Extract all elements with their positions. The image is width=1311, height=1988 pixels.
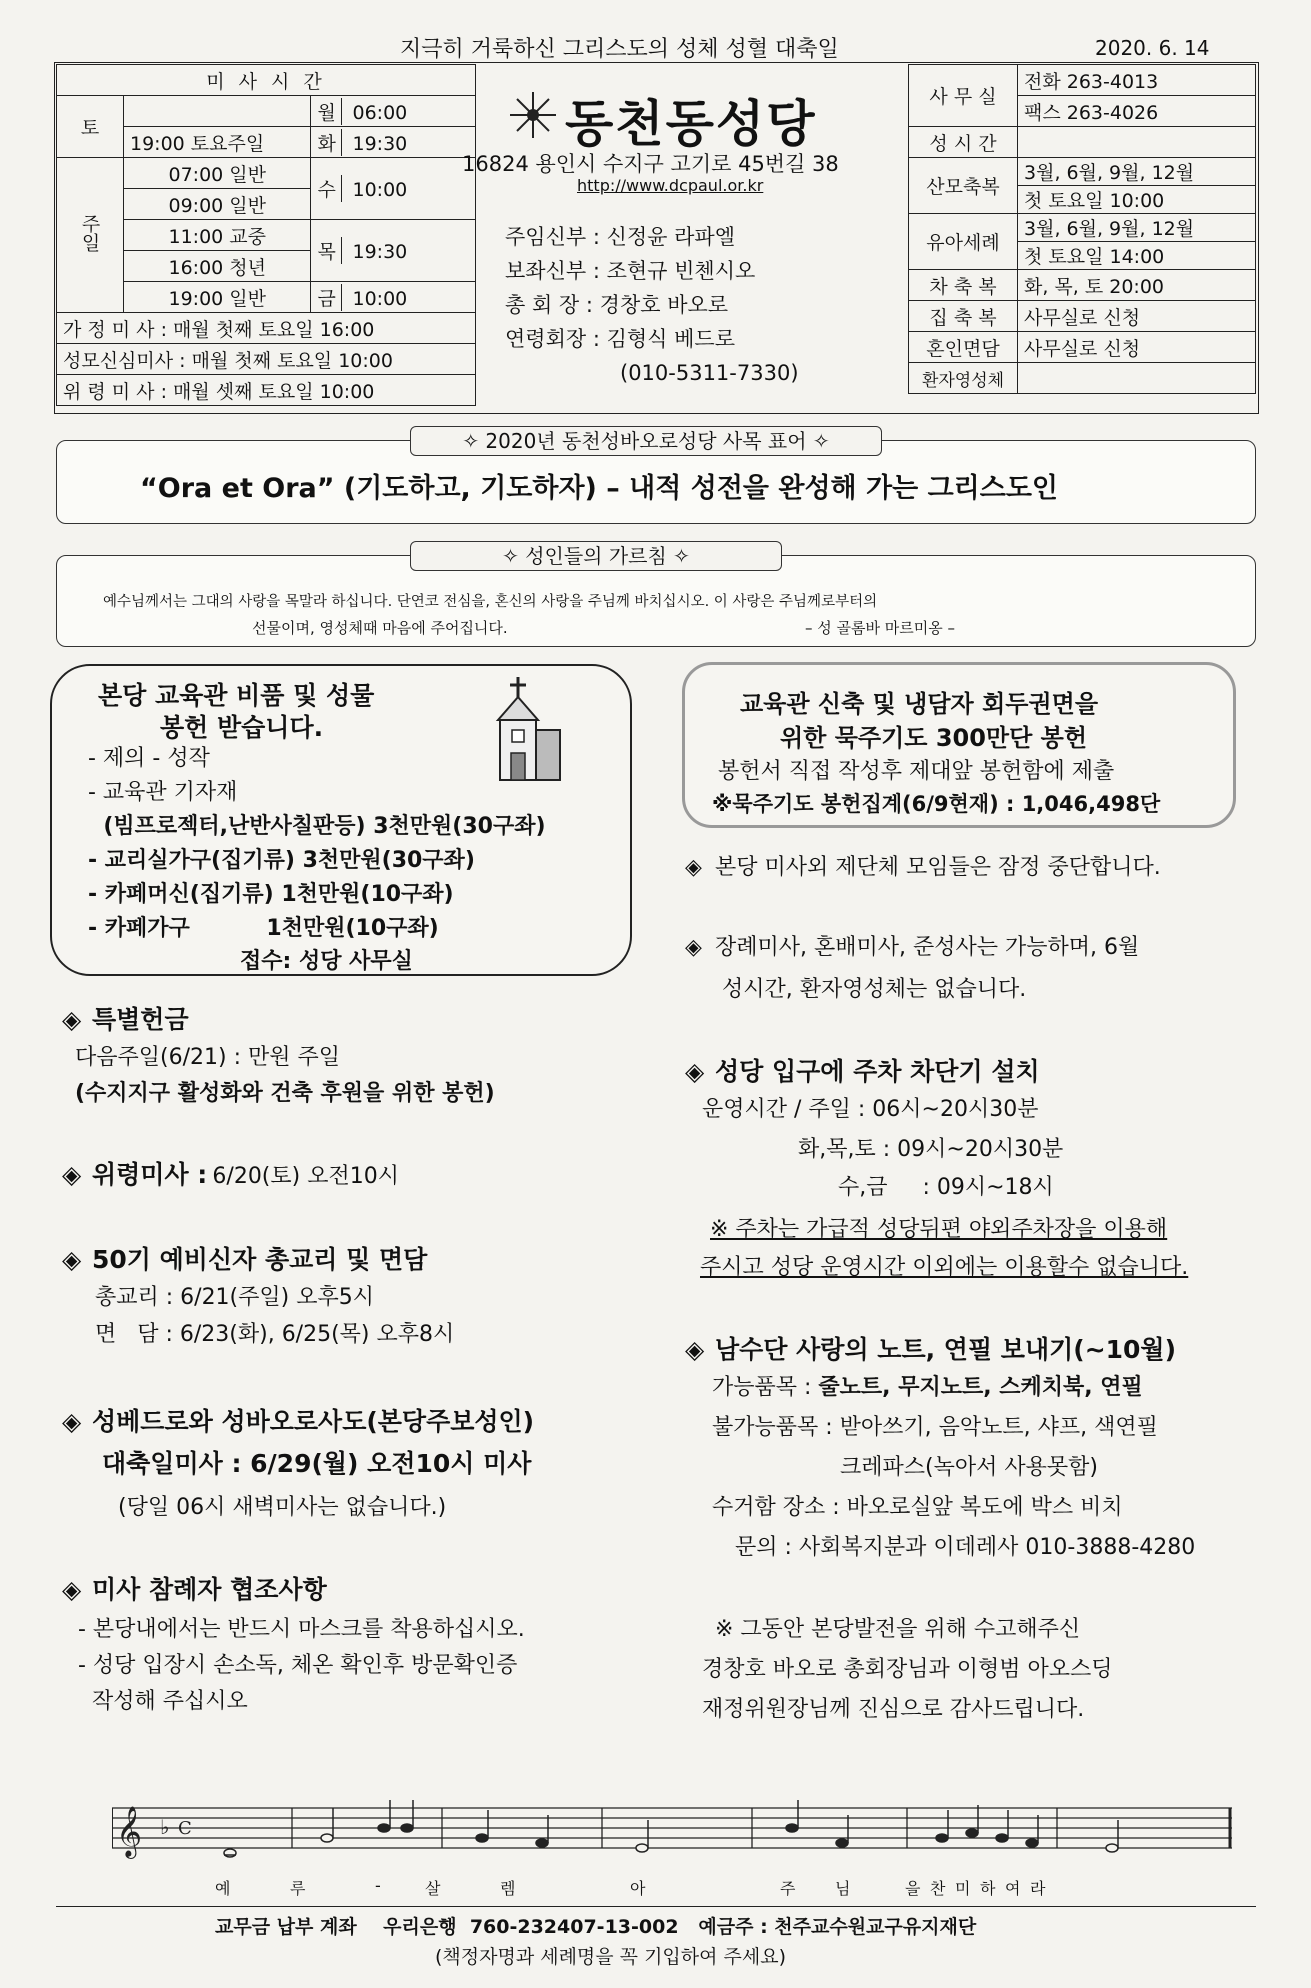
catechumen-line: 면 담 : 6/23(화), 6/25(목) 오후8시 bbox=[95, 1322, 455, 1347]
svg-text:C: C bbox=[178, 1818, 192, 1839]
mass-left: 07:00 일반 bbox=[124, 158, 311, 189]
saints-line1: 예수님께서는 그대의 사랑을 목말라 하십니다. 단연코 전심을, 혼신의 사랑을 주님께 바치십시오. 이 사랑은 주님께로부터의 bbox=[103, 594, 878, 610]
lyric-syllable: 미 bbox=[955, 1879, 972, 1898]
weekday-time: 10:00 bbox=[352, 179, 408, 201]
catechumen-title: ◈ 50기 예비신자 총교리 및 면담 bbox=[62, 1245, 428, 1274]
donation-item: (빔프로젝터,난반사칠판등) 3천만원(30구좌) bbox=[88, 814, 546, 839]
feast-title: 지극히 거룩하신 그리스도의 성체 성혈 대축일 bbox=[400, 37, 839, 62]
donation-item: - 제의 - 성작 bbox=[88, 746, 210, 771]
catechumen-line: 총교리 : 6/21(주일) 오후5시 bbox=[95, 1285, 374, 1310]
mass-left: 11:00 교중 bbox=[124, 220, 311, 251]
attendee-guidance-line: 작성해 주십시오 bbox=[78, 1689, 248, 1714]
mass-left: 19:00 일반 bbox=[124, 282, 311, 313]
lyric-syllable: 여 bbox=[1005, 1879, 1022, 1898]
lyric-syllable: 라 bbox=[1030, 1879, 1047, 1898]
donation-items bbox=[88, 742, 546, 946]
diamond-icon: ◈ bbox=[685, 935, 702, 960]
weekday-mass bbox=[311, 220, 476, 282]
suspend-notice: ◈ 본당 미사외 제단체 모임들은 잠정 중단합니다. bbox=[685, 855, 1161, 880]
sat-label: 토 bbox=[57, 96, 124, 158]
donation-title: 본당 교육관 비품 및 성물 bbox=[98, 681, 375, 710]
diamond-icon: ◈ bbox=[62, 1160, 82, 1189]
prayer-title: 교육관 신축 및 냉담자 회두권면을 bbox=[740, 690, 1098, 718]
patron-feast-title: ◈ 성베드로와 성바오로사도(본당주보성인) bbox=[62, 1407, 535, 1436]
lyric-syllable: 찬 bbox=[930, 1879, 947, 1898]
parking-title: ◈ 성당 입구에 주차 차단기 설치 bbox=[685, 1057, 1040, 1086]
diamond-icon: ◈ bbox=[685, 1057, 705, 1086]
music-staff bbox=[112, 1800, 1232, 1870]
weekday-label: 목 bbox=[317, 237, 342, 264]
diamond-icon: ◈ bbox=[62, 1407, 82, 1436]
staff-role: 주임신부 bbox=[505, 225, 587, 249]
drive-contact: 문의 : 사회복지분과 이데레사 010-3888-4280 bbox=[735, 1535, 1196, 1560]
saints-source: – 성 골롬바 마르미옹 – bbox=[805, 619, 955, 637]
requiem-mass: 위 령 미 사 : 매월 셋째 토요일 10:00 bbox=[57, 375, 476, 406]
notebook-drive-title: ◈ 남수단 사랑의 노트, 연필 보내기(~10월) bbox=[685, 1335, 1177, 1364]
footer-account: 교무금 납부 계좌 우리은행 760-232407-13-002 예금주 : 천주교수원교구유지재단 bbox=[215, 1916, 977, 1938]
weekday-mass bbox=[311, 96, 476, 127]
staff-role: 보좌신부 bbox=[505, 259, 587, 283]
diamond-icon: ◈ bbox=[62, 1005, 82, 1034]
staff-row: 연령회장 : 김형식 베드로 bbox=[505, 327, 735, 351]
mass-times-heading: 미 사 시 간 bbox=[57, 65, 476, 96]
issue-date: 2020. 6. 14 bbox=[1095, 36, 1210, 60]
sacrament-notice-cont: 성시간, 환자영성체는 없습니다. bbox=[722, 977, 1027, 1002]
lyric-syllable: 예 bbox=[215, 1879, 232, 1898]
office-value: 첫 토요일 14:00 bbox=[1018, 242, 1256, 270]
office-label: 유아세례 bbox=[909, 214, 1018, 270]
staff-row: 보좌신부 : 조현규 빈첸시오 bbox=[505, 259, 756, 283]
office-label: 집 축 복 bbox=[909, 301, 1018, 332]
saints-label: ✧ 성인들의 가르침 ✧ bbox=[410, 541, 782, 571]
mass-left: 19:00 토요주일 bbox=[124, 127, 311, 158]
thanks-line: 재정위원장님께 진심으로 감사드립니다. bbox=[702, 1697, 1085, 1722]
thanks-line: 경창호 바오로 총회장님과 이형범 아오스딩 bbox=[702, 1657, 1113, 1682]
attendee-guidance-line: - 성당 입장시 손소독, 체온 확인후 방문확인증 bbox=[78, 1653, 518, 1678]
weekday-time: 19:30 bbox=[352, 132, 408, 155]
attendee-guidance-line: - 본당내에서는 반드시 마스크를 착용하십시오. bbox=[78, 1617, 525, 1642]
weekday-time: 10:00 bbox=[352, 287, 408, 310]
donation-title: 봉헌 받습니다. bbox=[160, 713, 324, 742]
diamond-icon: ◈ bbox=[62, 1575, 82, 1604]
staff-name: 경창호 바오로 bbox=[599, 293, 729, 317]
footer-rule bbox=[56, 1906, 1256, 1907]
mass-left: 16:00 청년 bbox=[124, 251, 311, 282]
diamond-icon: ◈ bbox=[62, 1245, 82, 1274]
staff-row: 주임신부 : 신정윤 라파엘 bbox=[505, 225, 735, 249]
special-offering-purpose: (수지지구 활성화와 건축 후원을 위한 봉헌) bbox=[75, 1081, 495, 1106]
staff-name: 조현규 빈첸시오 bbox=[606, 259, 756, 283]
mass-left: 09:00 일반 bbox=[124, 189, 311, 220]
office-phone: 전화 263-4013 bbox=[1018, 65, 1256, 96]
office-value: 첫 토요일 10:00 bbox=[1018, 186, 1256, 214]
rejected-items: 불가능품목 : 받아쓰기, 음악노트, 샤프, 색연필 bbox=[712, 1415, 1158, 1440]
office-value: 화, 목, 토 20:00 bbox=[1018, 270, 1256, 301]
footer-note: (책정자명과 세례명을 꼭 기입하여 주세요) bbox=[435, 1946, 787, 1968]
staff-row: 총 회 장 : 경창호 바오로 bbox=[505, 293, 729, 317]
lyric-syllable: 주 bbox=[780, 1879, 797, 1898]
sun-label-text: 주일 bbox=[78, 213, 101, 252]
svg-text:𝄞: 𝄞 bbox=[116, 1806, 143, 1857]
prayer-line: 봉헌서 직접 작성후 제대앞 봉헌함에 제출 bbox=[718, 759, 1115, 784]
prayer-title: 위한 묵주기도 300만단 봉헌 bbox=[780, 724, 1088, 752]
office-fax: 팩스 263-4026 bbox=[1018, 96, 1256, 127]
patron-feast-mass: 대축일미사 : 6/29(월) 오전10시 미사 bbox=[102, 1449, 532, 1478]
office-value: 사무실로 신청 bbox=[1018, 332, 1256, 363]
parking-note: 주시고 성당 운영시간 이외에는 이용할수 없습니다. bbox=[700, 1255, 1189, 1280]
weekday-label: 월 bbox=[317, 98, 342, 125]
staff-name: 김형식 베드로 bbox=[606, 327, 735, 351]
lyric-syllable: 살 bbox=[425, 1879, 442, 1898]
office-label: 혼인면담 bbox=[909, 332, 1018, 363]
office-value bbox=[1018, 363, 1256, 394]
office-label: 환자영성체 bbox=[909, 363, 1018, 394]
saints-line2: 선물이며, 영성체때 마음에 주어집니다. bbox=[252, 619, 508, 637]
office-table bbox=[908, 64, 1256, 394]
sacrament-notice: ◈ 장례미사, 혼배미사, 준성사는 가능하며, 6월 bbox=[685, 935, 1140, 960]
staff-list bbox=[505, 220, 799, 390]
attendee-guidance-title: ◈ 미사 참례자 협조사항 bbox=[62, 1575, 327, 1604]
weekday-time: 06:00 bbox=[352, 101, 408, 124]
sun-label bbox=[57, 158, 124, 313]
dropbox-location: 수거함 장소 : 바오로실앞 복도에 박스 비치 bbox=[712, 1495, 1123, 1520]
weekday-mass bbox=[311, 282, 476, 313]
lyric-syllable: 하 bbox=[980, 1879, 997, 1898]
weekday-mass bbox=[311, 127, 476, 158]
parking-note: ※ 주차는 가급적 성당뒤편 야외주차장을 이용해 bbox=[710, 1217, 1168, 1242]
staff-phone: (010-5311-7330) bbox=[620, 361, 799, 385]
staff-name: 신정윤 라파엘 bbox=[606, 225, 735, 249]
office-label: 사 무 실 bbox=[909, 65, 1018, 127]
parish-url[interactable]: http://www.dcpaul.or.kr bbox=[577, 176, 764, 195]
staff-role: 연령회장 bbox=[505, 327, 587, 351]
lyric-syllable: - bbox=[375, 1876, 382, 1895]
parking-hours: 화,목,토 : 09시~20시30분 bbox=[798, 1137, 1064, 1162]
staff-role: 총 회 장 bbox=[505, 293, 580, 317]
family-mass: 가 정 미 사 : 매월 첫째 토요일 16:00 bbox=[57, 313, 476, 344]
thanks-line: ※ 그동안 본당발전을 위해 수고해주신 bbox=[715, 1617, 1081, 1642]
diamond-icon: ◈ bbox=[685, 855, 702, 880]
office-value: 사무실로 신청 bbox=[1018, 301, 1256, 332]
motto-label: ✧ 2020년 동천성바오로성당 사목 표어 ✧ bbox=[410, 426, 882, 456]
patron-feast-note: (당일 06시 새벽미사는 없습니다.) bbox=[118, 1495, 447, 1520]
office-label: 산모축복 bbox=[909, 158, 1018, 214]
donation-item: - 교리실가구(집기류) 3천만원(30구좌) bbox=[88, 848, 475, 873]
weekday-label: 금 bbox=[317, 284, 342, 311]
office-value: 3월, 6월, 9월, 12월 bbox=[1018, 214, 1256, 242]
lyric-syllable: 을 bbox=[905, 1879, 922, 1898]
requiem-notice: ◈ 위령미사 : 6/20(토) 오전10시 bbox=[62, 1160, 399, 1189]
mass-left bbox=[124, 96, 311, 127]
rejected-items-cont: 크레파스(녹아서 사용못함) bbox=[840, 1455, 1098, 1480]
donation-item: - 카페머신(집기류) 1천만원(10구좌) bbox=[88, 882, 454, 907]
office-value bbox=[1018, 127, 1256, 158]
lyric-syllable: 아 bbox=[630, 1879, 647, 1898]
office-label: 성 시 간 bbox=[909, 127, 1018, 158]
office-value: 3월, 6월, 9월, 12월 bbox=[1018, 158, 1256, 186]
accepted-items: 가능품목 : 줄노트, 무지노트, 스케치북, 연필 bbox=[712, 1375, 1143, 1400]
donation-contact: 접수: 성당 사무실 bbox=[240, 949, 413, 974]
parking-hours: 수,금 : 09시~18시 bbox=[838, 1175, 1054, 1200]
parish-name: 동천동성당 bbox=[565, 95, 817, 153]
mass-times-table bbox=[56, 64, 476, 406]
marian-mass: 성모신심미사 : 매월 첫째 토요일 10:00 bbox=[57, 344, 476, 375]
weekday-label: 수 bbox=[317, 175, 342, 202]
prayer-count: ※묵주기도 봉헌집계(6/9현재) : 1,046,498단 bbox=[712, 792, 1161, 816]
motto-text: “Ora et Ora” (기도하고, 기도하자) – 내적 성전을 완성해 가는 그리스도인 bbox=[140, 473, 1059, 504]
weekday-mass bbox=[311, 158, 476, 220]
office-label: 차 축 복 bbox=[909, 270, 1018, 301]
weekday-label: 화 bbox=[317, 129, 342, 156]
diamond-icon: ◈ bbox=[685, 1335, 705, 1364]
lyric-syllable: 님 bbox=[835, 1879, 852, 1898]
svg-text:♭: ♭ bbox=[160, 1815, 170, 1839]
special-offering-title: ◈ 특별헌금 bbox=[62, 1005, 189, 1034]
weekday-time: 19:30 bbox=[352, 241, 408, 263]
parish-address: 16824 용인시 수지구 고기로 45번길 38 bbox=[462, 152, 839, 176]
donation-item: - 카페가구 1천만원(10구좌) bbox=[88, 916, 439, 941]
parish-logo-icon bbox=[508, 90, 558, 140]
lyric-syllable: 루 bbox=[290, 1879, 307, 1898]
parking-hours: 운영시간 / 주일 : 06시~20시30분 bbox=[702, 1097, 1039, 1122]
donation-item: - 교육관 기자재 bbox=[88, 780, 238, 805]
special-offering-line: 다음주일(6/21) : 만원 주일 bbox=[75, 1045, 340, 1070]
lyric-syllable: 렘 bbox=[500, 1879, 517, 1898]
